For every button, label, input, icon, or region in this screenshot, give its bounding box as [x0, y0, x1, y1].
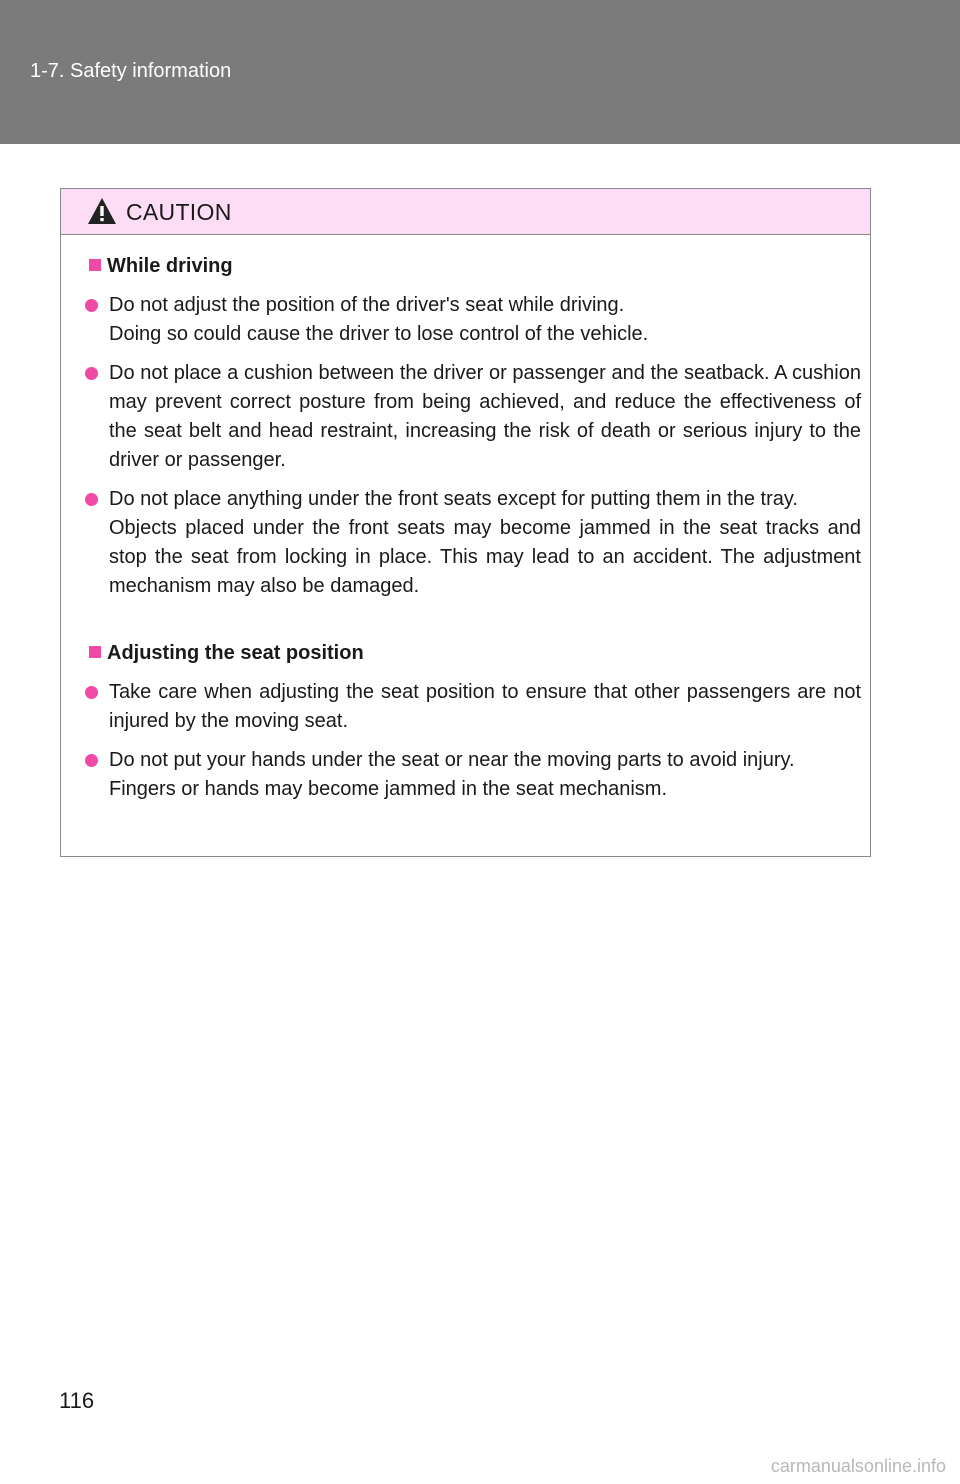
item-lead: Do not place anything under the front seats except for putting them in the tray. — [109, 488, 798, 510]
section-heading-while-driving — [89, 255, 233, 278]
item-lead: Do not put your hands under the seat or near the moving parts to avoid injury. — [109, 749, 795, 771]
caution-label: CAUTION — [126, 199, 232, 225]
list-item — [109, 746, 861, 804]
section-heading-text: While driving — [107, 255, 233, 277]
list-item — [109, 485, 861, 601]
item-detail: Doing so could cause the driver to lose control of the vehicle. — [109, 323, 649, 345]
list-item — [109, 359, 861, 475]
section-title: 1-7. Safety information — [30, 60, 232, 82]
circle-bullet-icon — [85, 299, 98, 312]
square-bullet-icon — [89, 646, 101, 658]
caution-header — [61, 189, 870, 235]
circle-bullet-icon — [85, 754, 98, 767]
item-detail: Fingers or hands may become jammed in the seat mechanism. — [109, 778, 668, 800]
watermark: carmanualsonline.info — [770, 1456, 946, 1476]
item-detail: Objects placed under the front seats may become jammed in the seat tracks and stop the seat from locking in place. This may lead to an accident. The adjustment mechanism may also be damaged. — [109, 517, 861, 597]
list-item — [109, 678, 861, 736]
list-item — [109, 291, 861, 349]
section-heading-adjusting-seat — [89, 642, 364, 665]
warning-icon — [87, 197, 117, 225]
page-number: 116 — [59, 1388, 95, 1413]
page-header — [0, 0, 960, 144]
circle-bullet-icon — [85, 686, 98, 699]
caution-box — [60, 188, 871, 857]
item-lead: Take care when adjusting the seat position to ensure that other passengers are not injured by the moving seat. — [109, 681, 861, 732]
circle-bullet-icon — [85, 367, 98, 380]
circle-bullet-icon — [85, 493, 98, 506]
item-lead: Do not place a cushion between the driver or passenger and the seatback. A cushion may prevent correct posture from being achieved, and reduce the effectiveness of the seat belt and head restraint, increasing the risk of death or serious injury to the driver or passenger. — [109, 362, 861, 471]
square-bullet-icon — [89, 259, 101, 271]
section-heading-text: Adjusting the seat position — [107, 642, 364, 664]
item-lead: Do not adjust the position of the driver's seat while driving. — [109, 294, 625, 316]
